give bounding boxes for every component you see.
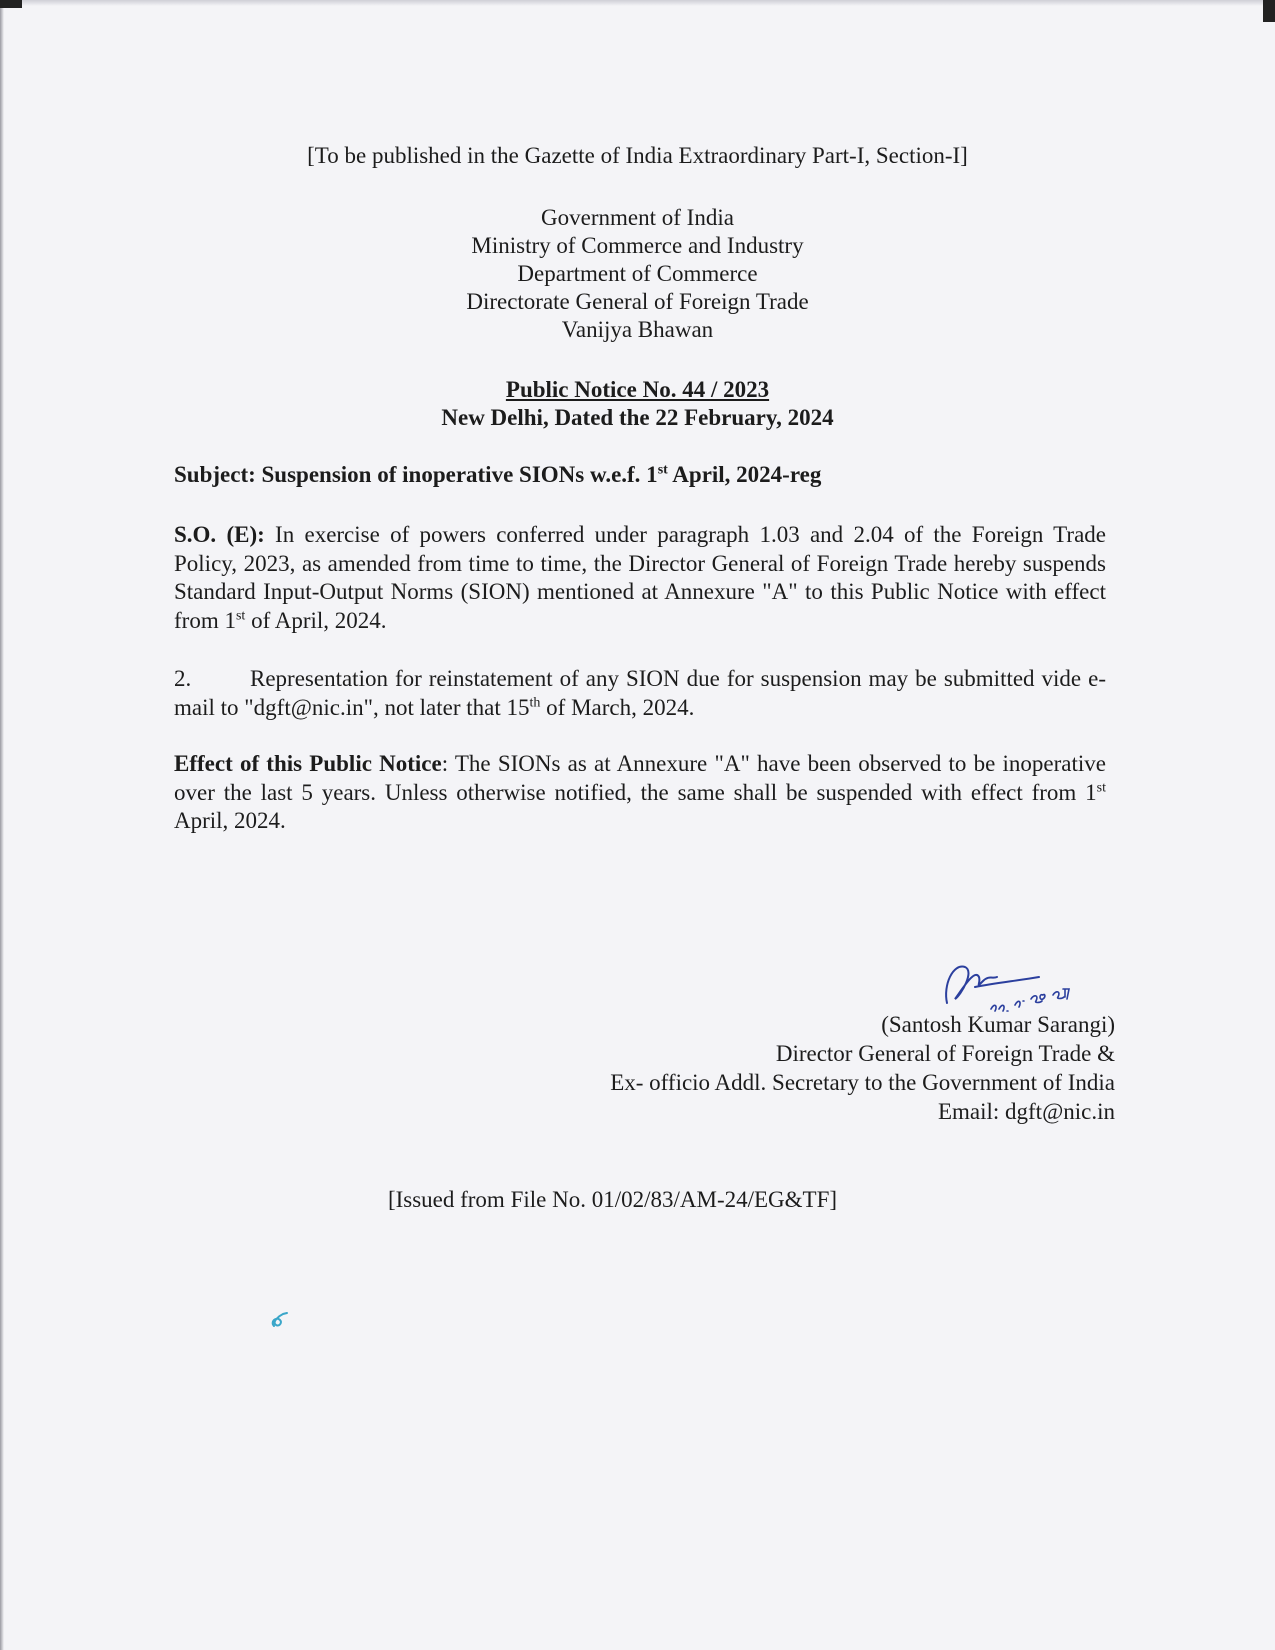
paragraph-effect-label: Effect of this Public Notice	[174, 751, 442, 776]
paragraph-effect-sup: st	[1096, 779, 1106, 795]
paragraph-2-sup: th	[529, 694, 541, 710]
subject-sup: st	[657, 462, 668, 478]
paragraph-2-number: 2.	[174, 666, 192, 691]
subject-suffix: April, 2024-reg	[667, 462, 822, 487]
handwritten-signature	[935, 955, 1095, 1015]
signatory-name: (Santosh Kumar Sarangi)	[881, 1012, 1115, 1037]
paragraph-so-e-sup: st	[235, 607, 246, 623]
paragraph-so-e	[174, 521, 1106, 635]
gazette-note: [To be published in the Gazette of India Extraordinary Part-I, Section-I]	[307, 143, 968, 168]
signatory-title: Director General of Foreign Trade &	[775, 1041, 1115, 1066]
header-directorate: Directorate General of Foreign Trade	[466, 289, 809, 314]
notice-number-line	[0, 376, 1275, 404]
signatory-designation: Ex- officio Addl. Secretary to the Government of India	[610, 1070, 1115, 1095]
subject-prefix: Subject: Suspension of inoperative SIONs w.e.f. 1	[174, 462, 658, 487]
header-government: Government of India	[541, 205, 734, 230]
header-ministry: Ministry of Commerce and Industry	[471, 233, 804, 258]
scan-corner-top-right	[1263, 0, 1275, 22]
header-office: Vanijya Bhawan	[561, 317, 714, 342]
paragraph-so-e-label: S.O. (E):	[174, 522, 265, 547]
ink-mark-icon	[268, 1306, 292, 1330]
paragraph-2-text: Representation for reinstatement of any SION due for suspension may be submitted vide e-mail to "dgft@nic.in", not later that 15	[174, 666, 1106, 720]
paragraph-effect-text-end: April, 2024.	[174, 808, 286, 833]
paragraph-2	[174, 665, 1106, 722]
notice-number: Public Notice No. 44 / 2023	[505, 377, 770, 402]
signatory-email: Email: dgft@nic.in	[937, 1099, 1115, 1124]
paragraph-effect	[174, 750, 1106, 836]
paragraph-2-text-end: of March, 2024.	[540, 694, 695, 720]
paragraph-effect-text: : The SIONs as at Annexure "A" have been observed to be inoperative over the last 5 years. Unless otherwise notified, the same shall be suspended with effect from 1	[174, 751, 1106, 805]
scan-corner-top-left	[0, 0, 22, 8]
signatory-block	[610, 1010, 1115, 1126]
scan-edge-top	[0, 0, 1275, 6]
header-department: Department of Commerce	[517, 261, 758, 286]
paragraph-so-e-text: In exercise of powers conferred under paragraph 1.03 and 2.04 of the Foreign Trade Policy, 2023, as amended from time to time, the Director General of Foreign Trade hereby suspends Standard Input-Output Norms (SION) mentioned at Annexure "A" to this Public Notice with effect from 1	[174, 522, 1106, 633]
file-note: [Issued from File No. 01/02/83/AM-24/EG&TF]	[387, 1187, 838, 1212]
subject-line	[174, 461, 821, 489]
paragraph-so-e-text-end: of April, 2024.	[245, 607, 387, 633]
notice-date: New Delhi, Dated the 22 February, 2024	[441, 405, 834, 430]
